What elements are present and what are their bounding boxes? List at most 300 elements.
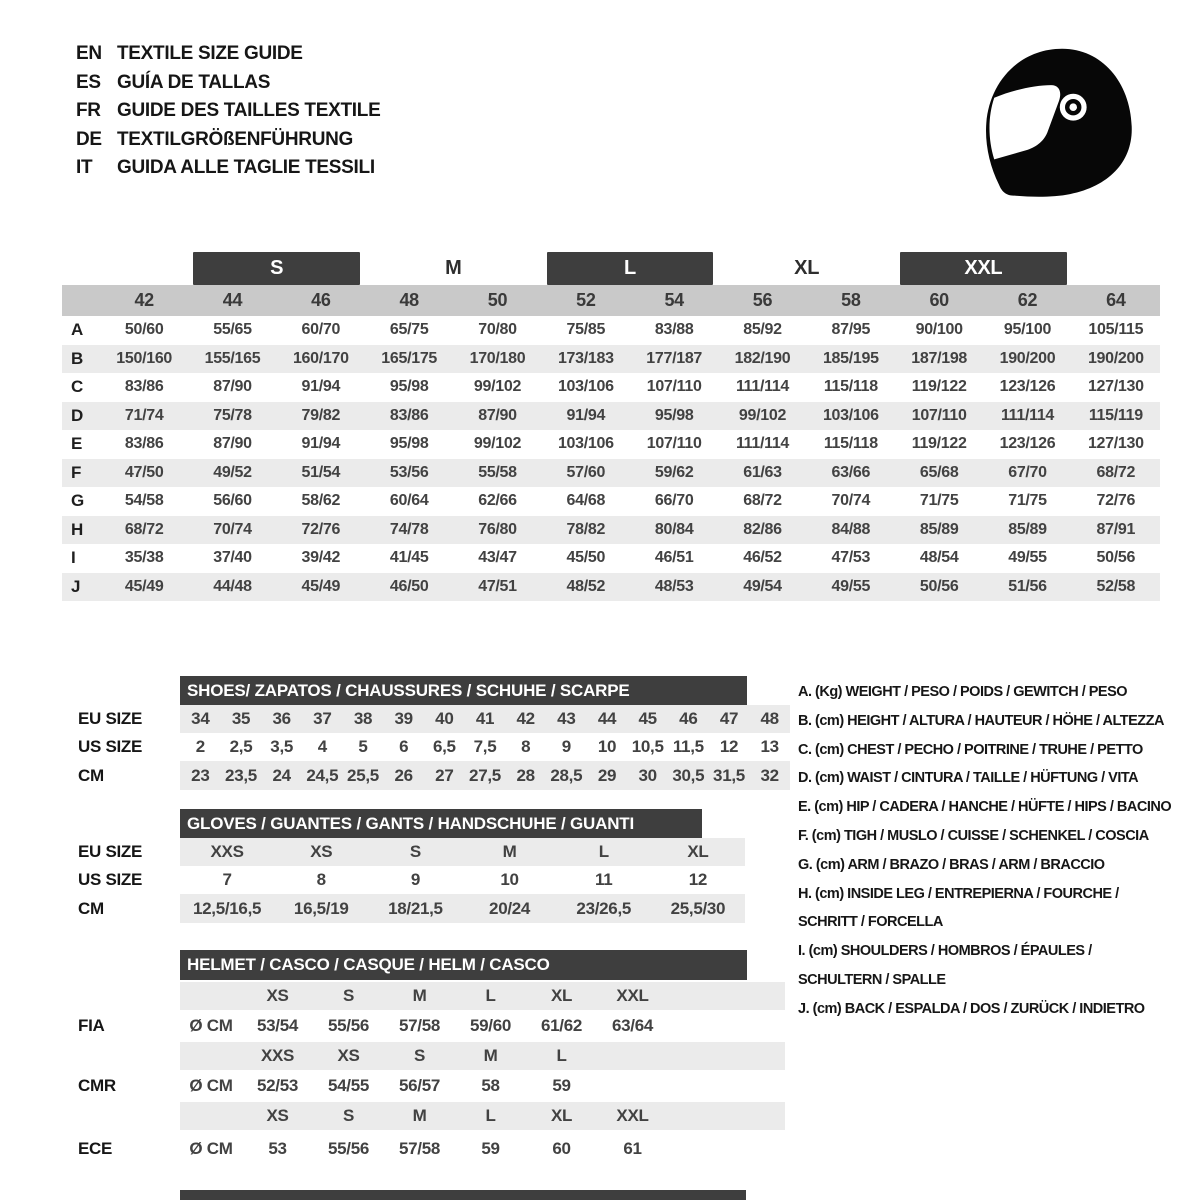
value-cell: 9 [561,737,571,756]
size-cell: 173/183 [557,349,614,367]
helmet-value-cell: 61/62 [540,1016,583,1035]
language-label: TEXTILGRÖßENFÜHRUNG [117,128,354,150]
helmet-cmr-sizes-row [180,1042,785,1070]
size-cell: 103/106 [557,378,614,396]
value-cell: 29 [597,765,617,785]
standard-label: CMR [78,1076,116,1095]
helmet-value-cell: 55/56 [327,1016,370,1035]
language-label: TEXTILE SIZE GUIDE [117,43,303,65]
size-cell: 49/55 [831,577,871,595]
size-cell: 72/76 [1096,492,1136,510]
size-cell: 46/51 [654,549,694,567]
shoes-eu-row [78,705,790,733]
value-cell: 26 [394,765,413,785]
value-cell: 27,5 [469,765,501,785]
numeric-size-cell: 56 [752,290,773,310]
size-cell: 71/74 [124,406,164,424]
helmet-cmr-values-row [78,1072,785,1100]
value-cell: 7 [222,870,232,889]
row-label: US SIZE [78,870,143,889]
size-cell: 50/56 [919,577,959,595]
value-cell: 4 [317,737,327,756]
helmet-value-cell: 58 [481,1076,500,1095]
size-cell: 49/54 [743,577,782,595]
numeric-size-cell: 48 [399,290,419,310]
helmet-size-cell: XS [266,1106,289,1125]
helmet-size-cell: L [485,986,496,1005]
value-cell: 28,5 [550,765,583,785]
size-cell: 55/58 [478,463,517,481]
size-cell: 107/110 [646,378,702,396]
size-letter-l: L [547,252,714,285]
helmet-value-cell: 60 [552,1139,571,1158]
size-cell: 47/53 [831,549,871,567]
size-cell: 187/198 [911,349,968,367]
size-cell: 91/94 [301,378,341,396]
size-cell: 59/62 [654,463,694,481]
size-cell: 45/49 [124,577,164,595]
language-header [76,40,380,183]
value-cell: 10 [500,870,519,889]
value-cell: 28 [516,765,535,785]
numeric-size-cell: 52 [576,290,596,310]
size-cell: 119/122 [911,435,967,453]
legend-item: I. (cm) SHOULDERS / HOMBROS / ÉPAULES / [798,943,1092,960]
size-cell: 190/200 [1087,349,1144,367]
size-cell: 83/86 [389,406,429,424]
numeric-size-cell: 44 [222,290,243,310]
helmet-size-cell: XXL [616,986,649,1005]
racing-helmet-icon [980,42,1138,204]
helmet-value-cell: 53 [268,1139,287,1158]
size-cell: 37/40 [213,549,252,567]
helmet-ece-values-row [78,1134,785,1164]
size-cell: 76/80 [478,520,517,538]
value-cell: 13 [760,737,779,756]
size-cell: 111/114 [1000,406,1055,424]
size-cell: 115/119 [1088,406,1143,424]
size-cell: 83/86 [124,435,164,453]
size-cell: 91/94 [566,406,606,424]
size-cell: 43/47 [478,549,517,567]
size-cell: 111/114 [735,378,790,396]
value-cell: XXS [210,842,244,861]
value-cell: 23 [191,765,210,785]
helmet-size-cell: S [342,986,355,1005]
value-cell: 12,5/16,5 [192,898,262,918]
row-label: US SIZE [78,737,143,756]
value-cell: 34 [191,709,210,728]
value-cell: 32 [760,765,779,785]
helmet-fia-sizes-row [180,982,785,1010]
size-cell: 185/195 [822,349,879,367]
size-cell: 115/118 [823,435,878,453]
gloves-us-row [78,866,745,894]
size-cell: 80/84 [654,520,694,538]
size-cell: 72/76 [301,520,341,538]
row-letter: D [71,405,83,425]
helmet-value-cell: 59 [552,1076,571,1095]
value-cell: 2 [195,737,205,756]
row-letter: H [71,519,83,539]
size-cell: 39/42 [301,549,341,567]
value-cell: 3,5 [270,737,294,756]
value-cell: 48 [760,709,779,728]
language-code: IT [76,157,93,179]
size-cell: 165/175 [381,349,438,367]
value-cell: 2,5 [229,737,253,756]
legend-item-continued: SCHRITT / FORCELLA [798,914,943,931]
size-cell: 71/75 [1008,492,1047,510]
value-cell: 47 [719,709,739,728]
size-cell: 103/106 [822,406,879,424]
numeric-size-cell: 50 [487,290,508,310]
language-code: FR [76,100,101,122]
legend-item: C. (cm) CHEST / PECHO / POITRINE / TRUHE / PETTO [798,741,1143,758]
language-code: DE [76,128,102,150]
size-letter-xxl: XXL [900,252,1067,285]
numeric-size-cell: 62 [1017,290,1038,310]
language-row [76,126,380,155]
measurement-table-body [62,316,1160,601]
helmet-value-cell: 63/64 [611,1016,654,1035]
size-cell: 123/126 [999,435,1056,453]
value-cell: 24,5 [306,765,339,785]
size-cell: 190/200 [999,349,1056,367]
size-cell: 99/102 [473,378,522,396]
size-cell: 160/170 [292,349,349,367]
value-cell: 23/26,5 [576,898,632,918]
value-cell: 9 [410,870,420,889]
unit-cell: Ø CM [189,1076,233,1095]
value-cell: 7,5 [473,737,497,756]
size-cell: 85/89 [1008,520,1047,538]
size-row-b [62,345,1160,374]
size-cell: 85/92 [743,321,782,339]
size-cell: 66/70 [654,492,694,510]
size-cell: 127/130 [1087,378,1144,396]
helmet-value-cell: 52/53 [256,1076,299,1095]
value-cell: M [502,842,517,861]
size-cell: 55/65 [213,321,252,339]
size-cell: 107/110 [911,406,967,424]
helmet-value-cell: 61 [623,1139,642,1158]
helmet-value-cell: 56/57 [398,1076,441,1095]
helmet-size-cell: XXS [260,1046,295,1065]
numeric-size-cell: 60 [929,290,949,310]
size-cell: 83/88 [654,321,694,339]
size-cell: 61/63 [743,463,782,481]
helmet-size-cell: M [412,986,427,1005]
size-cell: 87/91 [1096,520,1136,538]
size-row-h [62,516,1160,545]
value-cell: 42 [516,709,535,728]
size-cell: 103/106 [557,435,614,453]
size-cell: 68/72 [1096,463,1136,481]
row-label: EU SIZE [78,709,143,728]
size-cell: 87/90 [478,406,517,424]
size-cell: 87/95 [831,321,871,339]
size-cell: 74/78 [389,520,429,538]
value-cell: XS [310,842,333,861]
value-cell: 6,5 [432,737,456,756]
size-cell: 47/51 [478,577,517,595]
value-cell: 10,5 [631,737,664,756]
size-cell: 45/49 [301,577,341,595]
numeric-size-cell: 46 [311,290,331,310]
legend-item: H. (cm) INSIDE LEG / ENTREPIERNA / FOURCHE / [798,885,1119,902]
size-cell: 63/66 [831,463,871,481]
value-cell: 30,5 [672,765,705,785]
value-cell: 37 [313,709,332,728]
value-cell: 36 [272,709,291,728]
row-letter: E [71,434,83,454]
helmet-size-cell: S [342,1106,355,1125]
size-cell: 87/90 [213,435,252,453]
size-cell: 84/88 [831,520,871,538]
measurement-legend [798,678,1196,1024]
value-cell: 24 [272,765,291,785]
size-cell: 54/58 [124,492,164,510]
size-cell: 150/160 [116,349,173,367]
value-cell: 35 [231,709,251,728]
size-cell: 177/187 [646,349,703,367]
size-cell: 60/70 [301,321,341,339]
value-cell: 16,5/19 [293,898,349,918]
value-cell: 11,5 [672,737,704,756]
size-cell: 105/115 [1088,321,1144,339]
size-cell: 87/90 [213,378,252,396]
language-code: EN [76,43,102,65]
size-cell: 95/100 [1003,321,1052,339]
size-cell: 62/66 [478,492,517,510]
standard-label: FIA [78,1016,105,1035]
helmet-size-cell: XS [266,986,289,1005]
size-cell: 90/100 [915,321,963,339]
value-cell: 45 [638,709,657,728]
value-cell: 12 [688,870,708,889]
helmet-size-cell: L [556,1046,567,1065]
numeric-size-header-row [62,285,1160,316]
helmet-ece-sizes-row [180,1102,785,1130]
size-cell: 56/60 [213,492,252,510]
size-row-e [62,430,1160,459]
row-letter: I [71,548,76,568]
value-cell: 27 [435,765,454,785]
size-cell: 49/52 [213,463,252,481]
size-cell: 50/56 [1096,549,1136,567]
helmet-size-cell: L [485,1106,496,1125]
size-row-i [62,544,1160,573]
numeric-size-cell: 64 [1106,290,1126,310]
value-cell: 31,5 [713,765,745,785]
shoes-us-row [78,733,790,761]
size-cell: 65/68 [919,463,959,481]
size-cell: 46/50 [389,577,429,595]
gloves-eu-row [78,838,745,866]
size-cell: 127/130 [1087,435,1144,453]
legend-item-continued: SCHULTERN / SPALLE [798,971,946,988]
size-cell: 78/82 [566,520,606,538]
helmet-value-cell: 55/56 [327,1139,370,1158]
value-cell: 44 [597,709,617,728]
row-letter: G [71,491,84,511]
size-cell: 75/78 [213,406,252,424]
size-cell: 79/82 [301,406,341,424]
row-label: EU SIZE [78,842,143,861]
value-cell: 43 [557,709,576,728]
size-row-c [62,373,1160,402]
value-cell: 20/24 [489,898,531,918]
shoes-title-bar: SHOES/ ZAPATOS / CHAUSSURES / SCHUHE / SCARPE [180,676,747,705]
legend-item: J. (cm) BACK / ESPALDA / DOS / ZURÜCK / INDIETRO [798,1000,1145,1017]
size-cell: 83/86 [124,378,164,396]
language-row [76,40,380,69]
helmet-value-cell: 57/58 [398,1139,441,1158]
row-letter: B [71,348,83,368]
size-cell: 182/190 [734,349,791,367]
size-cell: 64/68 [566,492,606,510]
size-cell: 82/86 [743,520,782,538]
size-cell: 95/98 [389,378,429,396]
helmet-size-cell: XL [550,986,573,1005]
size-row-g [62,487,1160,516]
value-cell: 11 [595,870,613,889]
value-cell: 5 [358,737,368,756]
shoes-cm-row [78,761,790,790]
value-cell: 40 [435,709,454,728]
letter-size-header-row [62,252,1160,285]
size-cell: 119/122 [911,378,967,396]
value-cell: 30 [638,765,657,785]
helmet-size-cell: M [412,1106,427,1125]
size-cell: 52/58 [1096,577,1136,595]
gloves-cm-row [78,894,745,923]
row-label: CM [78,765,104,785]
row-letter: J [71,576,81,596]
row-letter: F [71,462,82,482]
value-cell: 10 [597,737,617,756]
value-cell: 8 [316,870,326,889]
language-label: GUIDE DES TAILLES TEXTILE [117,100,381,122]
legend-item: D. (cm) WAIST / CINTURA / TAILLE / HÜFTUNG / VITA [798,770,1139,787]
size-row-d [62,402,1160,431]
row-letter: C [71,377,83,397]
legend-item: F. (cm) TIGH / MUSLO / CUISSE / SCHENKEL / COSCIA [798,827,1149,844]
gloves-title-bar: GLOVES / GUANTES / GANTS / HANDSCHUHE / GUANTI [180,809,702,838]
helmet-size-cell: XS [337,1046,360,1065]
size-cell: 85/89 [919,520,959,538]
helmet-size-cell: S [413,1046,426,1065]
size-cell: 45/50 [566,549,606,567]
value-cell: XL [687,842,709,861]
value-cell: 25,5/30 [670,898,726,918]
value-cell: 18/21,5 [388,898,443,918]
size-cell: 48/52 [566,577,606,595]
helmet-value-cell: 54/55 [327,1076,370,1095]
value-cell: 38 [353,709,373,728]
size-cell: 155/165 [204,349,261,367]
row-letter: A [71,320,83,340]
size-cell: 170/180 [469,349,526,367]
helmet-value-cell: 59/60 [469,1016,512,1035]
size-cell: 115/118 [823,378,878,396]
language-label: GUIDA ALLE TAGLIE TESSILI [117,157,375,179]
size-cell: 68/72 [124,520,164,538]
value-cell: S [409,842,421,861]
legend-item: E. (cm) HIP / CADERA / HANCHE / HÜFTE / HIPS / BACINO [798,799,1172,816]
value-cell: 8 [521,737,531,756]
language-row [76,97,380,126]
size-cell: 35/38 [124,549,164,567]
helmet-fia-values-row [78,1012,785,1040]
helmet-size-cell: XXL [616,1106,649,1125]
size-cell: 70/80 [478,321,517,339]
value-cell: 6 [399,737,409,756]
size-cell: 60/64 [389,492,429,510]
helmet-value-cell: 59 [481,1139,500,1158]
numeric-size-cell: 54 [664,290,684,310]
size-cell: 50/60 [124,321,164,339]
standard-label: ECE [78,1139,113,1158]
size-cell: 95/98 [389,435,429,453]
size-cell: 65/75 [389,321,429,339]
unit-cell: Ø CM [189,1016,233,1035]
size-cell: 111/114 [735,435,790,453]
size-cell: 58/62 [301,492,341,510]
size-cell: 95/98 [654,406,694,424]
size-cell: 47/50 [124,463,164,481]
size-letter-m: M [445,257,462,279]
value-cell: 12 [719,737,739,756]
size-cell: 41/45 [389,549,429,567]
size-cell: 99/102 [738,406,787,424]
language-row [76,69,380,98]
size-letter-xl: XL [794,257,820,279]
size-cell: 57/60 [566,463,606,481]
language-row [76,154,380,183]
language-code: ES [76,71,101,93]
size-cell: 51/54 [301,463,341,481]
value-cell: 46 [679,709,698,728]
helmet-value-cell: 57/58 [398,1016,441,1035]
size-letter-s: S [193,252,360,285]
size-cell: 48/54 [919,549,959,567]
size-row-f [62,459,1160,488]
size-cell: 75/85 [566,321,606,339]
size-cell: 68/72 [743,492,782,510]
value-cell: 39 [394,709,413,728]
size-cell: 44/48 [213,577,252,595]
size-cell: 91/94 [301,435,341,453]
helmet-title-bar: HELMET / CASCO / CASQUE / HELM / CASCO [180,950,747,980]
size-cell: 99/102 [473,435,522,453]
size-cell: 51/56 [1008,577,1047,595]
size-cell: 67/70 [1008,463,1047,481]
size-cell: 70/74 [213,520,252,538]
size-cell: 123/126 [999,378,1056,396]
value-cell: 23,5 [225,765,257,785]
helmet-size-cell: M [483,1046,498,1065]
numeric-size-cell: 42 [134,290,154,310]
size-cell: 48/53 [654,577,694,595]
unit-cell: Ø CM [189,1139,233,1158]
size-cell: 107/110 [646,435,702,453]
size-cell: 70/74 [831,492,871,510]
helmet-value-cell: 53/54 [256,1016,299,1035]
row-label: CM [78,898,104,918]
language-label: GUÍA DE TALLAS [117,71,271,93]
